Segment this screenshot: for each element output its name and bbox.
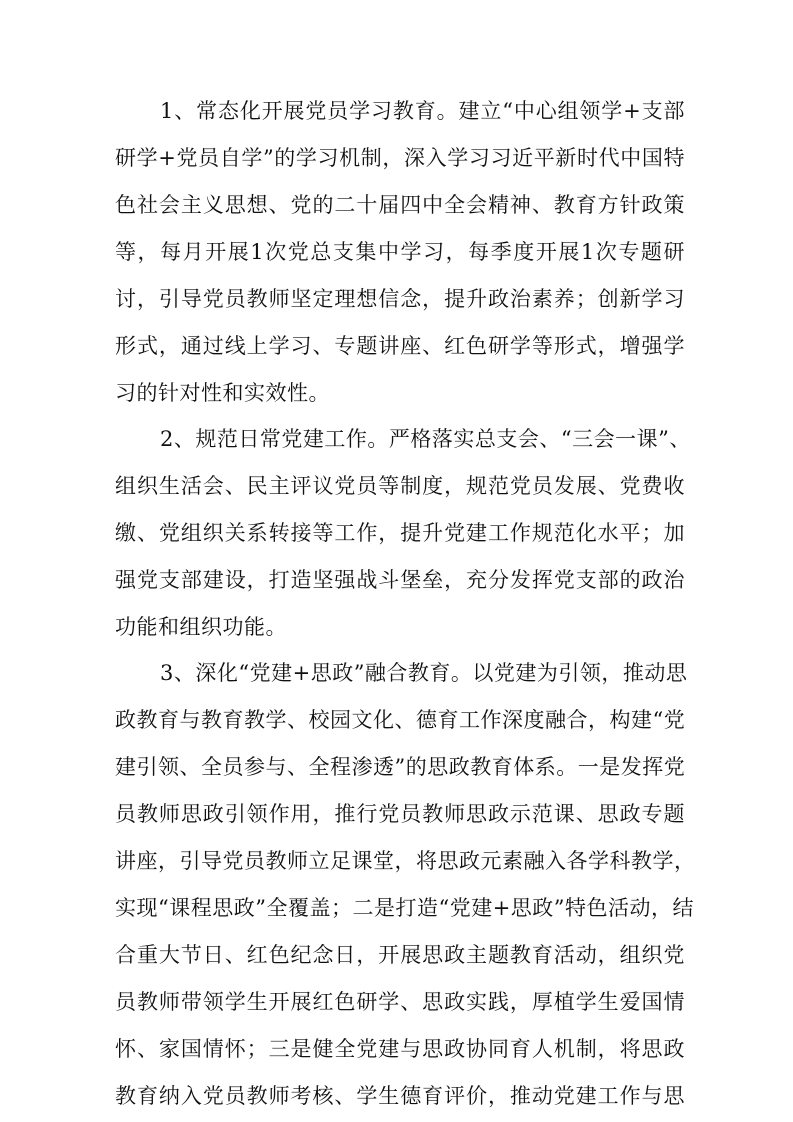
paragraph-2-line-3: 缴、党组织关系转接等工作，提升党建工作规范化水平；加 <box>115 521 685 545</box>
paragraph-1-line-2: 研学+党员自学”的学习机制，深入学习习近平新时代中国特 <box>115 146 685 170</box>
paragraph-3-line-10: 教育纳入党员教师考核、学生德育评价，推动党建工作与思 <box>115 1084 685 1108</box>
paragraph-1-line-3: 色社会主义思想、党的二十届四中全会精神、教育方针政策 <box>115 193 685 217</box>
paragraph-2-line-1: 2、规范日常党建工作。严格落实总支会、“三会一课”、 <box>160 427 691 451</box>
paragraph-1-line-4: 等，每月开展1次党总支集中学习，每季度开展1次专题研 <box>115 240 685 264</box>
paragraph-3-line-3: 建引领、全员参与、全程渗透”的思政教育体系。一是发挥党 <box>115 755 686 779</box>
paragraph-3-line-2: 政教育与教育教学、校园文化、德育工作深度融合，构建“党 <box>115 708 686 732</box>
paragraph-1-line-1: 1、常态化开展党员学习教育。建立“中心组领学+支部 <box>160 99 685 123</box>
paragraph-3-line-5: 讲座，引导党员教师立足课堂，将思政元素融入各学科教学， <box>115 849 696 873</box>
paragraph-1-line-5: 讨，引导党员教师坚定理想信念，提升政治素养；创新学习 <box>115 287 685 311</box>
paragraph-2-line-4: 强党支部建设，打造坚强战斗堡垒，充分发挥党支部的政治 <box>115 568 685 592</box>
paragraph-3-line-8: 员教师带领学生开展红色研学、思政实践，厚植学生爱国情 <box>115 990 685 1014</box>
paragraph-1-line-6: 形式，通过线上学习、专题讲座、红色研学等形式，增强学 <box>115 334 685 358</box>
paragraph-3-line-7: 合重大节日、红色纪念日，开展思政主题教育活动，组织党 <box>115 943 685 967</box>
paragraph-3-line-6: 实现“课程思政”全覆盖；二是打造“党建+思政”特色活动，结 <box>115 896 695 920</box>
paragraph-3-line-1: 3、深化“党建+思政”融合教育。以党建为引领，推动思 <box>160 661 688 685</box>
paragraph-1-line-7: 习的针对性和实效性。 <box>115 381 330 405</box>
paragraph-2-line-5: 功能和组织功能。 <box>115 615 287 639</box>
paragraph-3-line-4: 员教师思政引领作用，推行党员教师思政示范课、思政专题 <box>115 802 685 826</box>
paragraph-2-line-2: 组织生活会、民主评议党员等制度，规范党员发展、党费收 <box>115 474 685 498</box>
paragraph-3-line-9: 怀、家国情怀；三是健全党建与思政协同育人机制，将思政 <box>115 1037 685 1061</box>
